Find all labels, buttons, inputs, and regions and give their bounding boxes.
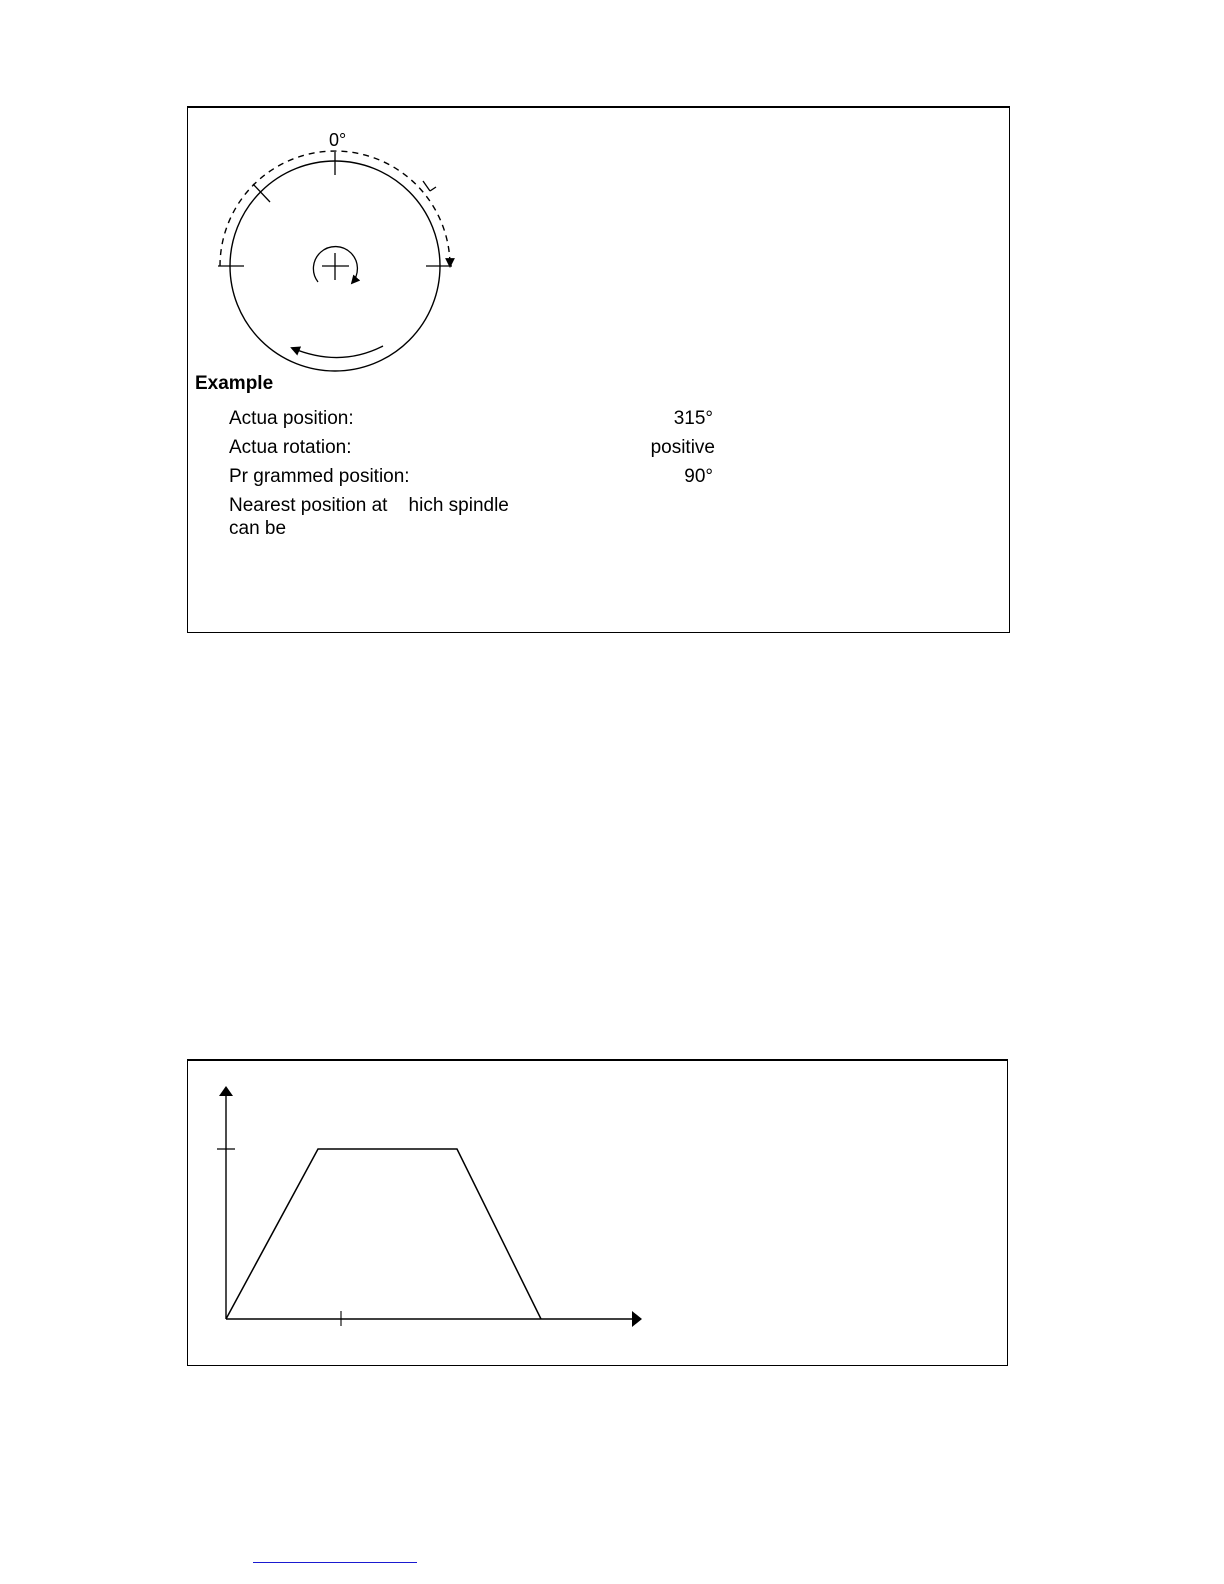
spindle-position-diagram bbox=[0, 0, 1224, 700]
row-programmed-position-value: 90° bbox=[684, 466, 713, 487]
inner-rotation-arrow bbox=[292, 346, 383, 358]
row-actual-rotation-label: Actua rotation: bbox=[229, 437, 352, 458]
velocity-profile-diagram bbox=[0, 1060, 1224, 1370]
row-actual-position-value: 315° bbox=[673, 408, 713, 429]
row-programmed-position-label: Pr grammed position: bbox=[229, 466, 410, 487]
tick-upper-right bbox=[423, 181, 430, 191]
x-axis-arrow bbox=[632, 1311, 642, 1327]
trapezoid-profile bbox=[226, 1149, 541, 1319]
zero-degree-label: 0° bbox=[329, 130, 347, 150]
tick-upper-left bbox=[253, 184, 270, 202]
example-heading: Example bbox=[195, 373, 274, 394]
nearest-position-line2: can be bbox=[229, 518, 287, 539]
row-actual-rotation-value: positive bbox=[650, 437, 715, 458]
y-axis-arrow bbox=[219, 1086, 233, 1096]
row-actual-position-label: Actua position: bbox=[229, 408, 354, 429]
footer-link-underline[interactable] bbox=[253, 1562, 417, 1564]
nearest-position-line1: Nearest position at hich spindle bbox=[229, 495, 509, 516]
